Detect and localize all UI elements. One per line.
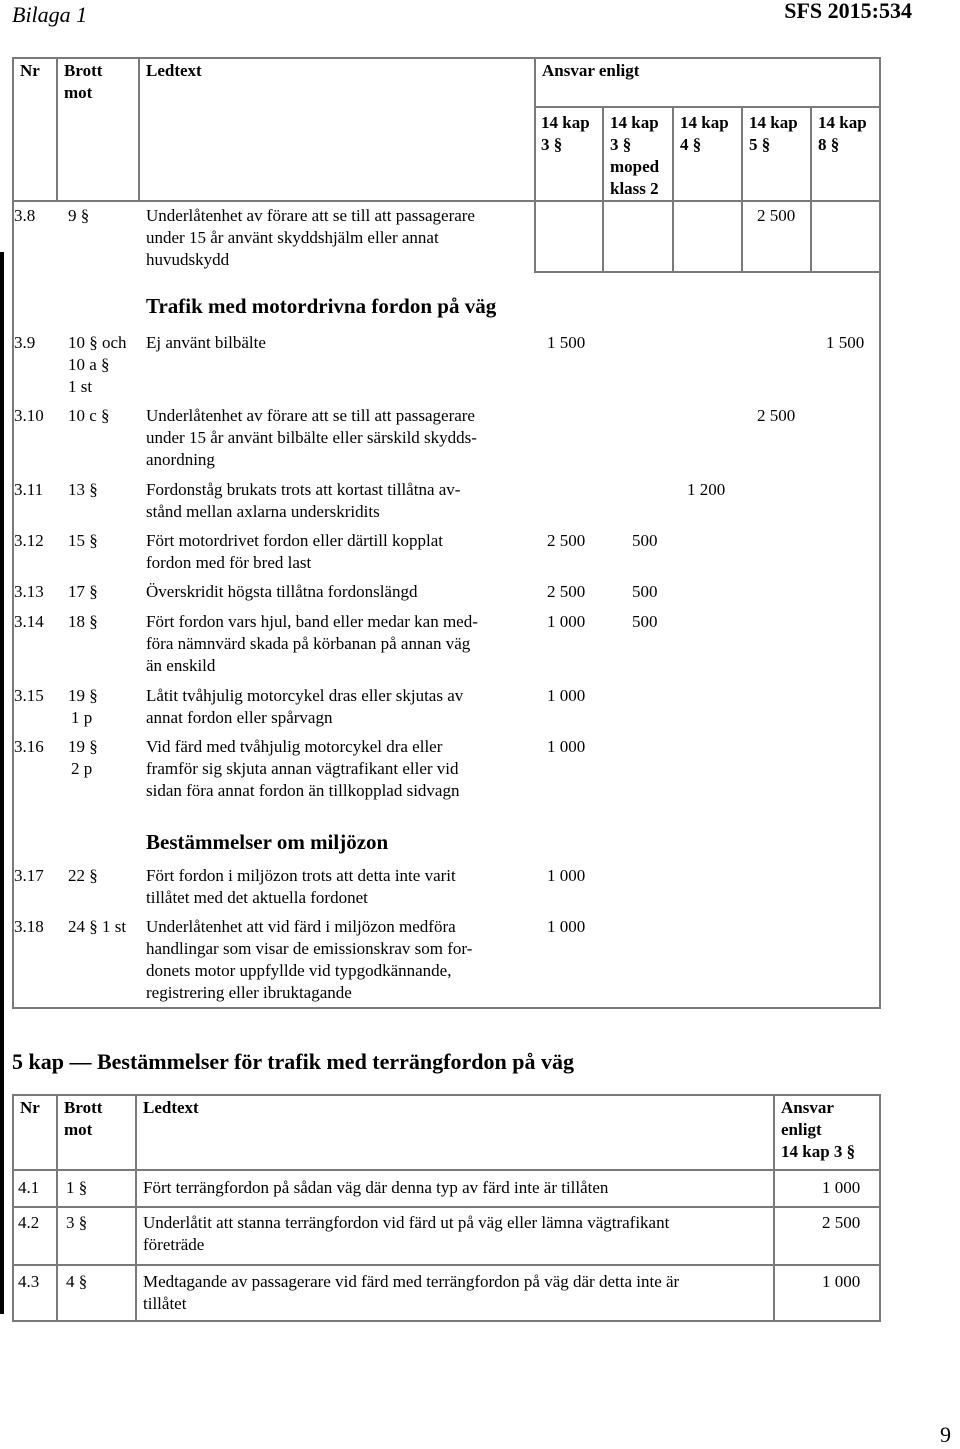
- row-3-17-brott: 22 §: [68, 866, 98, 885]
- row-3-17-c1: 1 000: [547, 866, 586, 885]
- row-4-1-nr: 4.1: [18, 1178, 40, 1197]
- row-3-14-nr: 3.14: [14, 612, 44, 631]
- sfs-number: SFS 2015:534: [784, 0, 912, 23]
- col-header-ledtext: Ledtext: [146, 61, 202, 80]
- col-divider-c1: [602, 107, 604, 273]
- col-header-ansvar: Ansvar enligt: [542, 61, 640, 80]
- t2-col-divider-nr: [56, 1094, 58, 1322]
- row-3-16-nr: 3.16: [14, 737, 44, 756]
- row-4-1-ansvar: 1 000: [822, 1178, 861, 1197]
- row-4-3-ansvar: 1 000: [822, 1272, 861, 1291]
- row-3-18-nr: 3.18: [14, 917, 44, 936]
- row-3-18-c1: 1 000: [547, 917, 586, 936]
- row-4-2-ansvar: 2 500: [822, 1213, 861, 1232]
- row-3-10-brott: 10 c §: [68, 406, 110, 425]
- chapter-5-title: 5 kap — Bestämmelser för trafik med terrängfordon på väg: [12, 1049, 574, 1074]
- col-header-14kap3: 14 kap 3 §: [541, 113, 590, 154]
- row-3-14-brott: 18 §: [68, 612, 98, 631]
- col-header-14kap5: 14 kap 5 §: [749, 113, 798, 154]
- row-4-1-ledtext: Fört terrängfordon på sådan väg där denna typ av färd inte är tillåten: [143, 1178, 609, 1197]
- row-3-13-c2: 500: [632, 582, 658, 601]
- row-3-9-ledtext: Ej använt bilbälte: [146, 333, 266, 352]
- row-3-11-c3: 1 200: [687, 480, 726, 499]
- row-3-8-ledtext: Underlåtenhet av förare att se till att passagerare under 15 år använt skyddshjälm eller annat huvudskydd: [146, 206, 475, 269]
- row-3-12-ledtext: Fört motordrivet fordon eller därtill kopplat fordon med för bred last: [146, 531, 443, 572]
- row-3-17-ledtext: Fört fordon i miljözon trots att detta inte varit tillåtet med det aktuella fordonet: [146, 866, 456, 907]
- t2-col-header-brott: Brott mot: [64, 1098, 103, 1139]
- row-3-13-nr: 3.13: [14, 582, 44, 601]
- row-3-13-ledtext: Överskridit högsta tillåtna fordonslängd: [146, 582, 418, 601]
- row-3-9-nr: 3.9: [14, 333, 36, 352]
- row-4-2-ledtext: Underlåtit att stanna terrängfordon vid färd ut på väg eller lämna vägtrafikant företräde: [143, 1213, 670, 1254]
- t2-col-divider-brott: [135, 1094, 137, 1322]
- col-header-nr: Nr: [20, 61, 40, 80]
- row-3-15-ledtext: Låtit tvåhjulig motorcykel dras eller skjutas av annat fordon eller spårvagn: [146, 686, 464, 727]
- col-header-14kap8: 14 kap 8 §: [818, 113, 867, 154]
- col-divider-c4: [810, 107, 812, 273]
- t2-col-header-nr: Nr: [20, 1098, 40, 1117]
- row-3-17-nr: 3.17: [14, 866, 44, 885]
- section-heading-miljozon: Bestämmelser om miljözon: [146, 830, 389, 854]
- col-header-brott: Brott: [64, 61, 103, 80]
- col-divider-brott: [138, 57, 140, 200]
- col-divider-ledtext: [534, 57, 536, 273]
- row-3-14-c1: 1 000: [547, 612, 586, 631]
- t2-col-header-ansvar: Ansvar enligt 14 kap 3 §: [781, 1098, 856, 1161]
- row-3-8-c4: 2 500: [757, 206, 796, 225]
- row-4-3-nr: 4.3: [18, 1272, 40, 1291]
- t2-header-bottom: [12, 1169, 881, 1171]
- row-3-18-brott: 24 § 1 st: [68, 917, 127, 936]
- row-3-16-c1: 1 000: [547, 737, 586, 756]
- t2-row-4-2-bottom: [12, 1264, 881, 1266]
- row-3-14-ledtext: Fört fordon vars hjul, band eller medar kan med- föra nämnvärd skada på körbanan på annan väg än enskild: [146, 612, 478, 675]
- row-3-11-ledtext: Fordonståg brukats trots att kortast tillåtna av- stånd mellan axlarna underskridits: [146, 480, 461, 521]
- row-3-11-nr: 3.11: [14, 480, 44, 499]
- row-3-10-c4: 2 500: [757, 406, 796, 425]
- row-3-14-c2: 500: [632, 612, 658, 631]
- row-4-3-ledtext: Medtagande av passagerare vid färd med terrängfordon på väg där detta inte är tillåtet: [143, 1272, 680, 1313]
- row-3-18-ledtext: Underlåtenhet att vid färd i miljözon medföra handlingar som visar de emissionskrav som for- donets motor uppfyllde vid typgodkännande, registrering eller ibruktagande: [146, 917, 473, 1002]
- t2-col-header-ledtext: Ledtext: [143, 1098, 199, 1117]
- section-heading-motordrivna: Trafik med motordrivna fordon på väg: [146, 294, 497, 318]
- row-3-12-nr: 3.12: [14, 531, 44, 550]
- col-header-14kap3-moped: 14 kap 3 § moped klass 2: [610, 113, 660, 198]
- row-3-10-nr: 3.10: [14, 406, 44, 425]
- row-3-12-brott: 15 §: [68, 531, 98, 550]
- row-3-16-ledtext: Vid färd med tvåhjulig motorcykel dra eller framför sig skjuta annan vägtrafikant eller vid sidan föra annat fordon än tillkopplad sidvagn: [146, 737, 460, 800]
- ansvar-divider: [534, 106, 881, 108]
- row-3-9-c1: 1 500: [547, 333, 586, 352]
- col-header-mot: mot: [64, 83, 93, 102]
- col-divider-c2: [672, 107, 674, 273]
- row-3-10-ledtext: Underlåtenhet av förare att se till att passagerare under 15 år använt bilbälte eller särskild skydds- anordning: [146, 406, 477, 469]
- margin-rule: [0, 252, 4, 1314]
- row-3-16-brott: 19 § 2 p: [68, 737, 98, 778]
- row-3-8-nr: 3.8: [14, 206, 36, 225]
- row-4-2-nr: 4.2: [18, 1213, 40, 1232]
- row-3-8-brott: 9 §: [68, 206, 90, 225]
- header-divider: [12, 200, 881, 202]
- row-3-15-c1: 1 000: [547, 686, 586, 705]
- appendix-label: Bilaga 1: [12, 2, 88, 27]
- row-3-15-brott: 19 § 1 p: [68, 686, 98, 727]
- page-number: 9: [940, 1422, 951, 1447]
- col-header-14kap4: 14 kap 4 §: [680, 113, 729, 154]
- row-4-1-brott: 1 §: [66, 1178, 88, 1197]
- row-3-13-c1: 2 500: [547, 582, 586, 601]
- t2-col-divider-ledtext: [773, 1094, 775, 1322]
- col-divider-c3: [741, 107, 743, 273]
- row-3-9-brott: 10 § och 10 a § 1 st: [68, 333, 127, 396]
- row-3-9-c5: 1 500: [826, 333, 865, 352]
- t2-row-4-1-bottom: [12, 1206, 881, 1208]
- col-divider-nr: [56, 57, 58, 200]
- row-3-12-c2: 500: [632, 531, 658, 550]
- row-3-8-bottom: [534, 271, 881, 273]
- row-3-15-nr: 3.15: [14, 686, 44, 705]
- row-4-2-brott: 3 §: [66, 1213, 88, 1232]
- row-3-12-c1: 2 500: [547, 531, 586, 550]
- row-3-11-brott: 13 §: [68, 480, 98, 499]
- row-4-3-brott: 4 §: [66, 1272, 88, 1291]
- row-3-13-brott: 17 §: [68, 582, 98, 601]
